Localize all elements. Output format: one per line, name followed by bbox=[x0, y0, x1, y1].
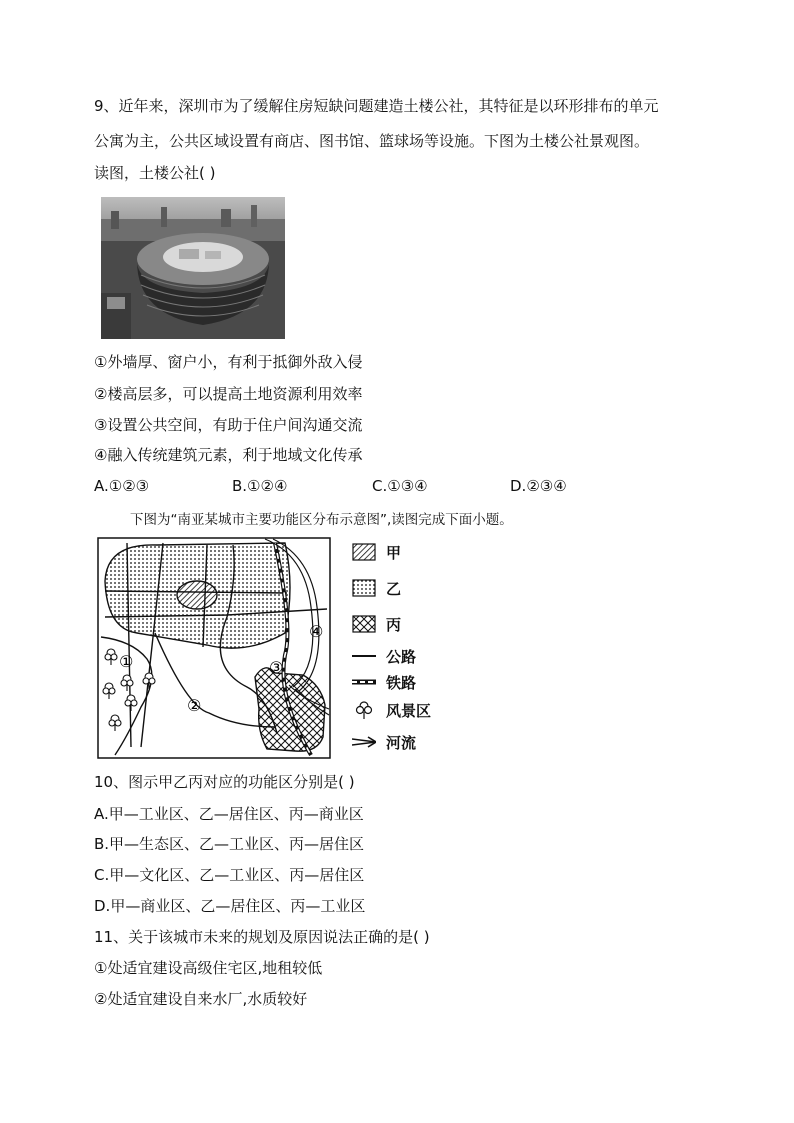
q11-statement-1: ①处适宜建设高级住宅区,地租较低 bbox=[94, 959, 323, 977]
legend-bing-swatch bbox=[352, 615, 376, 633]
map-marker-3: ③ bbox=[269, 658, 284, 677]
q9-statement-1: ①外墙厚、窗户小，有利于抵御外敌入侵 bbox=[94, 353, 363, 371]
map-legend bbox=[352, 537, 462, 759]
q10-option-d[interactable]: D.甲—商业区、乙—居住区、丙—工业区 bbox=[94, 897, 366, 915]
q11-stem: 11、关于该城市未来的规划及原因说法正确的是( ) bbox=[94, 928, 430, 946]
legend-river-label: 河流 bbox=[386, 734, 417, 752]
legend-railway-label: 铁路 bbox=[386, 674, 417, 692]
q9-option-a[interactable]: A.①②③ bbox=[94, 477, 150, 495]
legend-jia-swatch bbox=[352, 543, 376, 561]
map-marker-2: ② bbox=[187, 696, 202, 715]
q9-statement-2: ②楼高层多，可以提高土地资源利用效率 bbox=[94, 385, 363, 403]
legend-jia bbox=[352, 541, 462, 565]
q9-statement-3: ③设置公共空间，有助于住户间沟通交流 bbox=[94, 416, 363, 434]
legend-bing bbox=[352, 613, 462, 637]
q10-option-a[interactable]: A.甲—工业区、乙—居住区、丙—商业区 bbox=[94, 805, 364, 823]
legend-railway bbox=[352, 671, 462, 695]
legend-yi-swatch bbox=[352, 579, 376, 597]
legend-road bbox=[352, 645, 462, 669]
q9-stem-line1: 9、近年来，深圳市为了缓解住房短缺问题建造土楼公社，其特征是以环形排布的单元 bbox=[94, 97, 659, 115]
q10-option-c[interactable]: C.甲—文化区、乙—工业区、丙—居住区 bbox=[94, 866, 365, 884]
zone-jia bbox=[177, 581, 217, 609]
legend-jia-label: 甲 bbox=[386, 544, 402, 562]
q9-stem-line3: 读图，土楼公社( ) bbox=[94, 164, 216, 182]
legend-road-label: 公路 bbox=[386, 648, 417, 666]
map-intro: 下图为“南亚某城市主要功能区分布示意图”,读图完成下面小题。 bbox=[130, 512, 513, 528]
q9-option-b[interactable]: B.①②④ bbox=[232, 477, 288, 495]
map-marker-1: ① bbox=[119, 652, 134, 671]
q10-option-b[interactable]: B.甲—生态区、乙—工业区、丙—居住区 bbox=[94, 835, 365, 853]
q9-option-c[interactable]: C.①③④ bbox=[372, 477, 428, 495]
tree-icon bbox=[352, 701, 376, 719]
legend-scenic bbox=[352, 699, 462, 723]
legend-yi-label: 乙 bbox=[386, 580, 402, 598]
q9-statement-4: ④融入传统建筑元素，利于地域文化传承 bbox=[94, 446, 363, 464]
tulou-photo bbox=[101, 197, 285, 339]
city-function-map bbox=[97, 537, 331, 759]
legend-railway-symbol bbox=[352, 673, 376, 691]
legend-river bbox=[352, 731, 462, 755]
q11-statement-2: ②处适宜建设自来水厂,水质较好 bbox=[94, 990, 308, 1008]
q9-option-d[interactable]: D.②③④ bbox=[510, 477, 567, 495]
q9-stem-line2: 公寓为主，公共区域设置有商店、图书馆、篮球场等设施。下图为土楼公社景观图。 bbox=[94, 132, 650, 150]
legend-scenic-label: 风景区 bbox=[386, 702, 432, 720]
legend-bing-label: 丙 bbox=[386, 616, 402, 634]
legend-road-symbol bbox=[352, 647, 376, 665]
legend-yi bbox=[352, 577, 462, 601]
map-marker-4: ④ bbox=[309, 622, 324, 641]
river-arrow-icon bbox=[352, 733, 376, 751]
q9-options bbox=[94, 477, 614, 497]
q10-stem: 10、图示甲乙丙对应的功能区分别是( ) bbox=[94, 773, 355, 791]
